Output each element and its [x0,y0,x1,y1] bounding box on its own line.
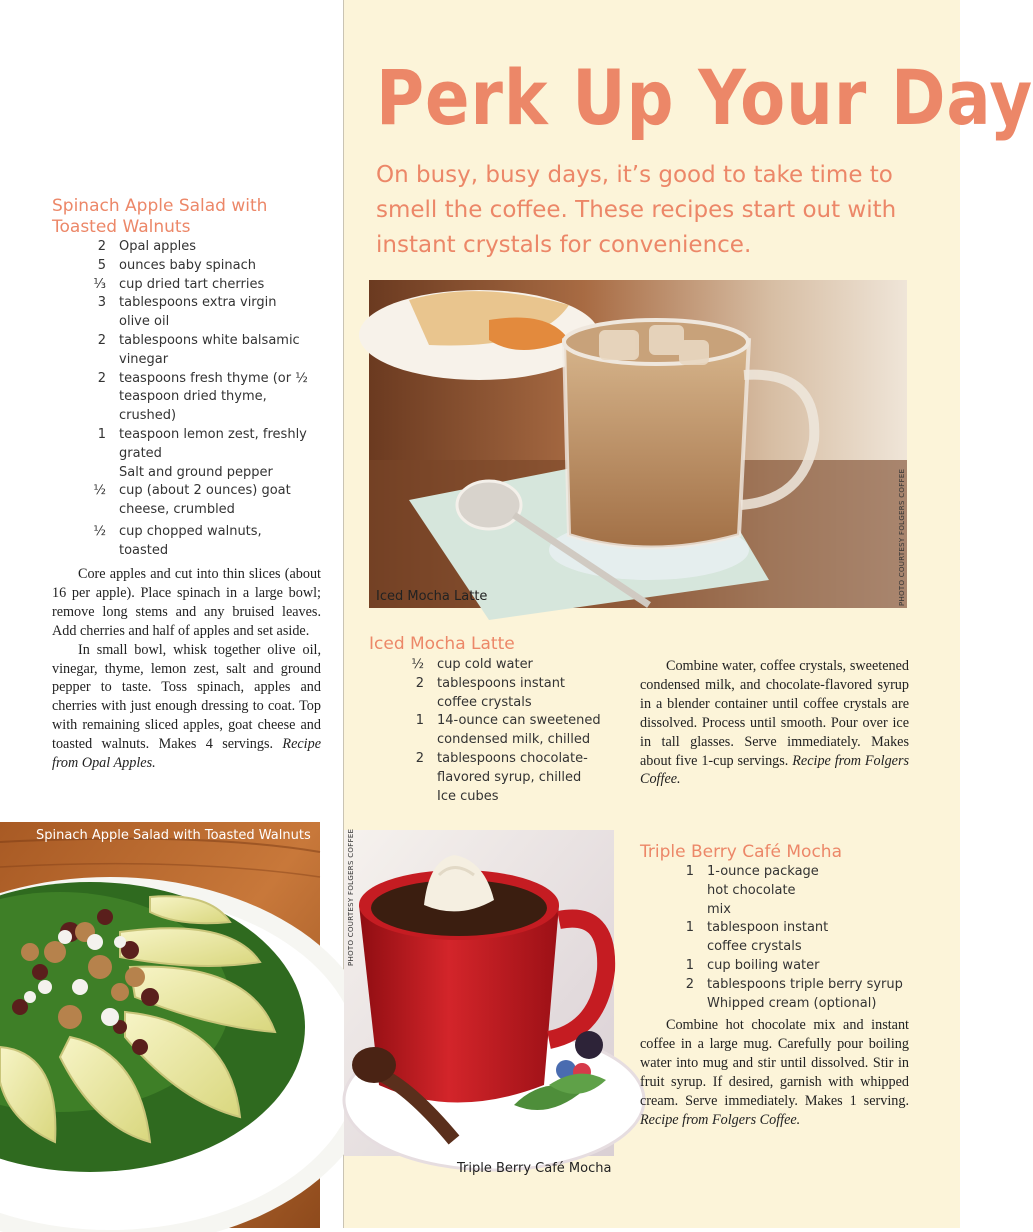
ingredient-qty [50,464,119,483]
salad-photo-caption: Spinach Apple Salad with Toasted Walnuts [36,828,311,843]
ingredient-item [50,523,310,561]
ingredient-qty [368,788,437,807]
mocha-directions [640,1016,909,1129]
ingredient-text: tablespoon instant coffee crystals [707,920,829,955]
ingredient-qty: 2 [415,675,424,691]
ingredient-text: cup chopped walnuts, toasted [119,523,262,558]
salad-directions-text: In small bowl, whisk together olive oil, vinegar, thyme, lemon zest, salt and ground pepper to taste. Toss spinach, apples and cherries with just enough dressing to coat. Top with remaining sliced apples, goat cheese and toasted walnuts. Makes 4 servings. [52,641,321,753]
ingredient-text: tablespoons triple berry syrup [707,976,903,992]
ingredient-item [50,464,310,483]
ingredient-text: Opal apples [119,239,197,254]
ingredient-item [638,995,910,1014]
salad-photo [0,822,320,1228]
ingredient-item [50,294,310,332]
ingredient-qty: 1 [685,864,694,879]
ingredient-qty [638,995,707,1014]
mocha-recipe-source: Recipe from Folgers Coffee. [640,1111,801,1128]
ingredient-text: Salt and ground pepper [119,464,273,480]
ingredient-item [50,426,310,464]
latte-photo-image [369,280,907,608]
ingredient-qty: 2 [685,976,694,992]
mocha-ingredient-list [638,863,910,1013]
ingredient-text: Whipped cream (optional) [707,995,877,1011]
ingredient-item [50,482,310,520]
ingredient-text: ounces baby spinach [119,257,257,273]
ingredient-item [50,370,310,426]
latte-directions-text: Combine water, coffee crystals, sweetened condensed milk, and chocolate-flavored syrup in a blender container until coffee crystals are dissolved. Process until smooth. Pour over ice in tall glasses. Serve immediately. Makes about five 1-cup servings. [640,658,909,769]
salad-directions-paragraph [52,641,321,773]
ingredient-qty: 5 [97,257,106,273]
ingredient-item [50,332,310,370]
page-title: Perk Up Your Day [376,53,1033,142]
latte-photo-credit: PHOTO COURTESY FOLGERS COFFEE [898,468,906,606]
ingredient-qty: ½ [93,483,106,499]
mocha-directions-text: Combine hot chocolate mix and instant coffee in a large mug. Carefully pour boiling water into mug and stir until dissolved. Stir in fruit syrup. If desired, garnish with whipped cream. Serve immediately. Makes 1 serving. [640,1017,909,1109]
ingredient-item [368,675,608,713]
ingredient-item [50,276,310,295]
latte-recipe-title: Iced Mocha Latte [369,634,515,654]
salad-directions-paragraph: Core apples and cut into thin slices (about 16 per apple). Place spinach in a large bowl; remove long stems and any bruised leaves. Add cherries and half of apples and set aside. [52,566,321,639]
latte-ingredient-list [368,656,608,806]
ingredient-qty: 2 [97,370,106,386]
ingredient-text: 1-ounce package hot chocolate mix [707,864,819,917]
ingredient-text: cup (about 2 ounces) goat cheese, crumbled [119,483,291,518]
salad-ingredient-list [50,238,310,561]
salad-recipe-source: Recipe from Opal Apples. [52,736,321,772]
latte-photo-caption: Iced Mocha Latte [376,589,488,604]
mocha-photo-image [344,830,614,1156]
salad-recipe-title: Spinach Apple Salad with Toasted Walnuts [52,196,268,237]
page-intro: On busy, busy days, it’s good to take time to smell the coffee. These recipes start out with instant crystals for convenience. [376,162,897,258]
ingredient-qty: 2 [97,332,106,348]
ingredient-qty: 1 [97,426,106,442]
ingredient-qty: ⅓ [93,276,106,292]
ingredient-qty: ½ [93,523,106,539]
ingredient-qty: 2 [97,239,106,254]
mocha-photo-caption: Triple Berry Café Mocha [457,1161,612,1176]
mocha-directions-paragraph [640,1016,909,1129]
latte-directions-paragraph [640,657,909,789]
ingredient-text: tablespoons extra virgin olive oil [119,295,277,330]
latte-recipe-source: Recipe from Folgers Coffee. [640,752,910,788]
ingredient-text: teaspoons fresh thyme (or ½ teaspoon dried thyme, crushed) [119,370,308,424]
mocha-recipe-title: Triple Berry Café Mocha [640,842,842,862]
mocha-photo-credit: PHOTO COURTESY FOLGERS COFFEE [347,828,355,966]
ingredient-qty: ½ [411,657,424,672]
ingredient-item [638,957,910,976]
ingredient-item [50,238,310,257]
ingredient-item [368,788,608,807]
ingredient-item [368,750,608,788]
ingredient-item [638,919,910,957]
latte-directions [640,657,909,789]
ingredient-text: Ice cubes [437,788,499,804]
ingredient-item [368,656,608,675]
mocha-photo [344,830,614,1156]
latte-photo [369,280,907,608]
ingredient-text: cup cold water [437,657,533,672]
ingredient-item [638,976,910,995]
ingredient-qty: 3 [97,295,106,311]
ingredient-qty: 1 [685,920,694,936]
ingredient-qty: 2 [415,750,424,766]
ingredient-qty: 1 [415,713,424,729]
ingredient-item [638,863,910,919]
ingredient-text: tablespoons chocolate-flavored syrup, chilled [437,750,588,785]
ingredient-text: cup dried tart cherries [119,276,265,292]
ingredient-item [50,257,310,276]
ingredient-text: cup boiling water [707,957,820,973]
salad-photo-image [0,822,320,1228]
ingredient-item [368,712,608,750]
ingredient-text: tablespoons instant coffee crystals [437,675,566,710]
ingredient-text: teaspoon lemon zest, freshly grated [119,426,307,461]
ingredient-text: tablespoons white balsamic vinegar [119,332,300,367]
ingredient-qty: 1 [685,957,694,973]
salad-directions [52,565,321,773]
ingredient-text: 14-ounce can sweetened condensed milk, chilled [437,713,601,748]
